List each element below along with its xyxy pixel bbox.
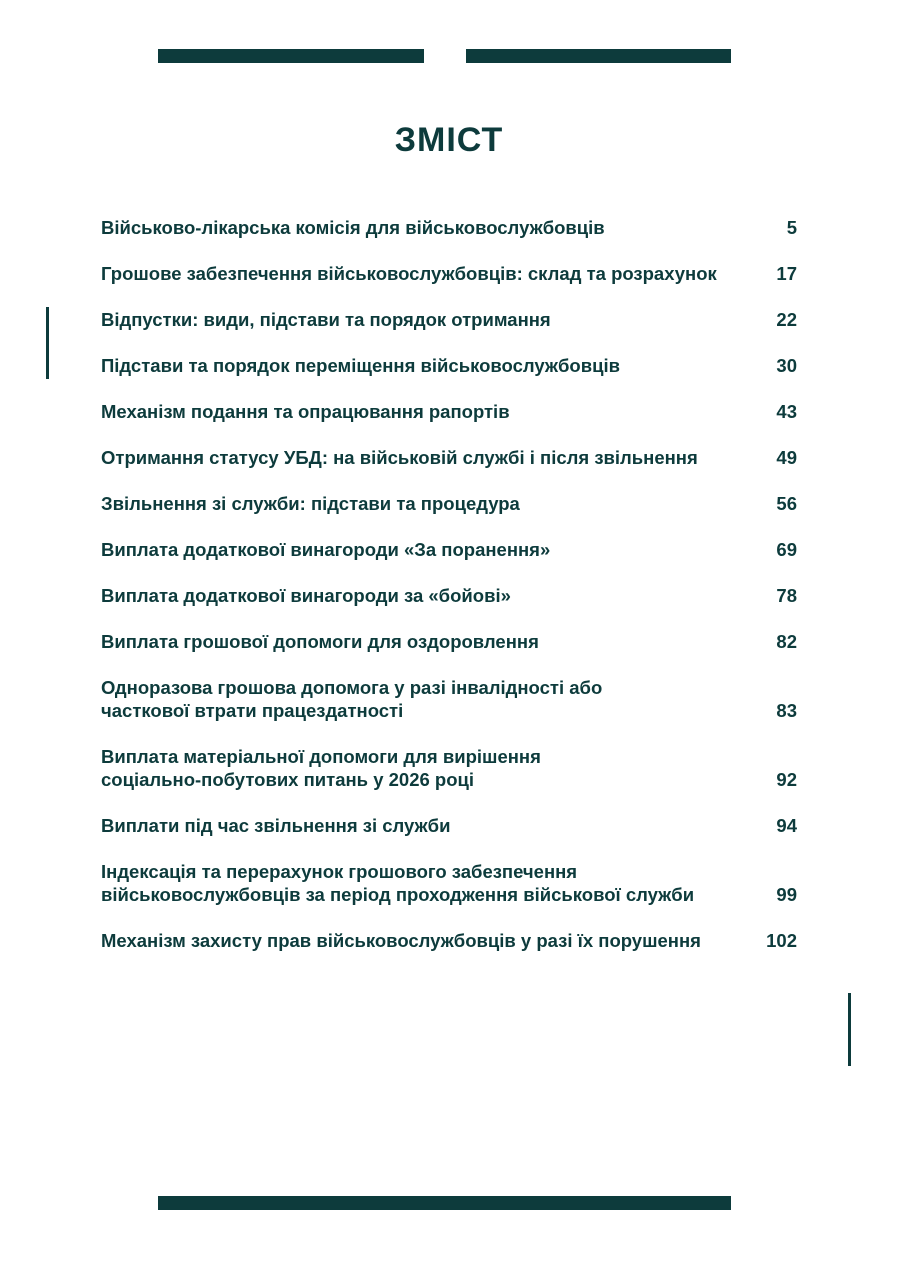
toc-entry[interactable] [101,929,797,952]
toc-entry-title: Механізм захисту прав військовослужбовців у разі їх порушення [101,930,701,951]
toc-entry[interactable] [101,262,797,285]
toc-entry-page: 69 [776,539,797,560]
toc-entry-title: Підстави та порядок переміщення військовослужбовців [101,355,620,376]
toc-entry-page: 92 [776,769,797,790]
toc-entry-title: Виплата грошової допомоги для оздоровлення [101,631,539,652]
toc-entry-title: Виплата матеріальної допомоги для вирішення соціально-побутових питань у 2026 році [101,746,541,790]
toc-entry-title: Одноразова грошова допомога у разі інвалідності або часткової втрати працездатності [101,677,603,721]
toc-entry[interactable] [101,400,797,423]
bottom-decorative-bar [158,1196,731,1210]
toc-entry-page: 43 [776,401,797,422]
toc-entry[interactable] [101,492,797,515]
toc-entry-page: 5 [786,217,797,238]
toc-entry-page: 82 [776,631,797,652]
toc-entry-title: Відпустки: види, підстави та порядок отримання [101,309,551,330]
toc-entry[interactable] [101,584,797,607]
toc-entry-page: 83 [776,700,797,721]
toc-entry-page: 102 [766,930,797,951]
right-decorative-line [848,993,851,1066]
toc-entry-title: Індексація та перерахунок грошового забезпечення військовослужбовців за період проходження військової служби [101,861,695,905]
toc-entry[interactable] [101,354,797,377]
toc-entry-title: Грошове забезпечення військовослужбовців: склад та розрахунок [101,263,717,284]
toc-entry-page: 30 [776,355,797,376]
toc-entry[interactable] [101,860,797,906]
toc-entry[interactable] [101,745,797,791]
top-left-decorative-bar [158,49,424,63]
toc-entry-title: Виплата додаткової винагороди за «бойові» [101,585,511,606]
toc-entry-title: Механізм подання та опрацювання рапортів [101,401,510,422]
top-right-decorative-bar [466,49,731,63]
toc-entry-page: 49 [776,447,797,468]
toc-entry[interactable] [101,446,797,469]
toc-entry[interactable] [101,308,797,331]
table-of-contents [101,216,797,975]
toc-entry[interactable] [101,216,797,239]
toc-entry-page: 99 [776,884,797,905]
toc-entry[interactable] [101,676,797,722]
toc-entry-title: Звільнення зі служби: підстави та процедура [101,493,520,514]
toc-entry-page: 17 [776,263,797,284]
toc-entry-page: 78 [776,585,797,606]
toc-entry-title: Виплати під час звільнення зі служби [101,815,451,836]
toc-entry-page: 94 [776,815,797,836]
toc-entry-title: Військово-лікарська комісія для військовослужбовців [101,217,605,238]
toc-entry-title: Отримання статусу УБД: на військовій службі і після звільнення [101,447,698,468]
toc-entry-page: 22 [776,309,797,330]
page-title: ЗМІСТ [394,121,504,159]
toc-entry[interactable] [101,538,797,561]
toc-entry[interactable] [101,814,797,837]
toc-entry[interactable] [101,630,797,653]
toc-entry-page: 56 [776,493,797,514]
toc-entry-title: Виплата додаткової винагороди «За поранення» [101,539,551,560]
left-decorative-line [46,307,49,379]
